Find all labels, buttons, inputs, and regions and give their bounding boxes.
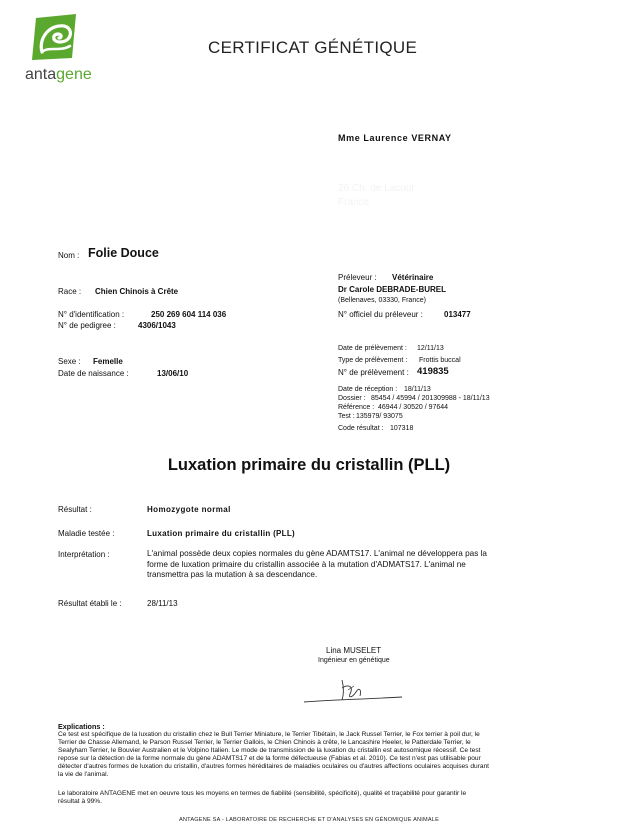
explanation-line: Terrier de Chasse Allemand, le Parson Russel Terrier, le Terrier Gallois, le Chien Chinois à crête, le Lancashire Heeler, le Patterdale Terrier, le [58, 738, 471, 746]
footer: ANTAGENE SA - LABORATOIRE DE RECHERCHE ET D'ANALYSES EN GÉNOMIQUE ANIMALE [178, 817, 440, 823]
sample-type: Frottis buccal [419, 357, 461, 364]
interpretation-label: Interprétation : [58, 550, 110, 559]
disease-label: Maladie testée : [58, 529, 115, 538]
sampler-label: Préleveur : [338, 273, 377, 282]
animal-name: Folie Douce [88, 246, 159, 260]
id-value: 250 269 604 114 036 [151, 310, 227, 319]
owner-name: Mme Laurence VERNAY [338, 133, 452, 143]
sex-value: Femelle [93, 357, 123, 366]
interpretation-line: L'animal possède deux copies normales du gène ADAMTS17. L'animal ne développera pas la [147, 549, 487, 558]
pedigree-label: N° de pedigree : [58, 321, 116, 330]
interpretation-line: forme de luxation primaire du cristallin associée à la mutation d'ADMATS17. L'animal ne [147, 559, 466, 569]
signature-icon [298, 664, 408, 710]
owner-address-line-2: France [338, 197, 370, 208]
sampler-official-number: 013477 [444, 310, 471, 319]
animal-name-label: Nom : [58, 251, 80, 260]
antagene-logo-icon [30, 12, 82, 64]
sample-date: 12/11/13 [417, 345, 444, 352]
sex-label: Sexe : [58, 357, 81, 366]
explanation-line: Ce test est spécifique de la luxation du cristallin chez le Bull Terrier Miniature, le Terrier Tibétain, le Jack Russel Terrier, le Fox terrier à poil dur, le [58, 731, 480, 738]
signatory-name: Lina MUSELET [326, 646, 382, 655]
result-label: Résultat : [58, 505, 92, 514]
reception-date-label: Date de réception : [338, 386, 398, 393]
test-title: Luxation primaire du cristallin (PLL) [167, 456, 451, 474]
interpretation-text [147, 549, 487, 581]
explanation-line: la vie de l'animal. [58, 770, 109, 778]
explanations-paragraph-1 [58, 731, 592, 778]
birth-label: Date de naissance : [58, 369, 129, 378]
document-title: CERTIFICAT GÉNÉTIQUE [208, 38, 418, 57]
breed-label: Race : [58, 287, 82, 296]
breed-value: Chien Chinois à Crête [95, 287, 179, 296]
id-label: N° d'identification : [58, 310, 125, 319]
sample-date-label: Date de prélèvement : [338, 345, 407, 352]
pedigree-value: 4306/1043 [138, 321, 176, 330]
explanation-line: détecter d'autres formes de luxation du cristallin, d'autres formes héréditaires de maladies oculaires ou d'autres affections oculaires acquises durant [58, 762, 490, 770]
test-value: 135979/ 93075 [356, 413, 403, 420]
sampler-role: Vétérinaire [392, 273, 434, 282]
dossier-value: 85454 / 45994 / 201309988 - 18/11/13 [371, 395, 490, 402]
sampler-official-label: N° officiel du préleveur : [338, 310, 423, 319]
result-code: 107318 [390, 425, 414, 432]
explanation-line: Sealyham Terrier, le Bouvier Australien et le Volpino Italien. Le mode de transmission de la luxation du cristallin est autosomique récessif. Ce test [58, 746, 481, 754]
explanation-line: Le laboratoire ANTAGENE met en oeuvre tous les moyens en termes de fiabilité (sensibilité, spécificité), qualité et traçabilité pour garantir le [58, 790, 467, 797]
reception-date: 18/11/13 [404, 386, 431, 393]
sample-number-label: N° de prélèvement : [338, 368, 409, 377]
dossier-label: Dossier : [338, 395, 366, 402]
established-date: 28/11/13 [147, 599, 178, 608]
interpretation-line: transmettra pas la mutation à sa descendance. [147, 570, 318, 580]
established-label: Résultat établi le : [58, 599, 122, 608]
brand-wordmark [25, 66, 92, 84]
sampler-address: (Bellenaves, 03330, France) [338, 297, 426, 304]
reference-label: Référence : [338, 404, 375, 411]
signatory-role: Ingénieur en génétique [318, 657, 390, 664]
owner-address-line-1: 26 Ch. de Lacour [338, 183, 415, 194]
sample-type-label: Type de prélèvement : [338, 357, 408, 364]
result-value: Homozygote normal [147, 505, 231, 514]
explanation-line: repose sur la détection de la forme normale du gène ADAMTS17 et de la forme défectueuse (Fabias et al. 2010). Ce test n'est pas utilisable pour [58, 754, 481, 762]
brand-suffix: gene [56, 66, 92, 83]
birth-value: 13/06/10 [157, 369, 189, 378]
brand-prefix: anta [25, 66, 57, 83]
test-label: Test : [338, 413, 355, 420]
reference-value: 46944 / 30520 / 97644 [378, 404, 449, 411]
result-code-label: Code résultat : [338, 425, 384, 432]
sample-number: 419835 [417, 366, 449, 377]
disease-value: Luxation primaire du cristallin (PLL) [147, 529, 296, 538]
explanations-paragraph-2 [58, 790, 592, 806]
explanation-line: résultat à 99%. [58, 797, 102, 805]
explanations-heading: Explications : [58, 722, 105, 731]
sampler-name: Dr Carole DEBRADE-BUREL [338, 285, 447, 294]
